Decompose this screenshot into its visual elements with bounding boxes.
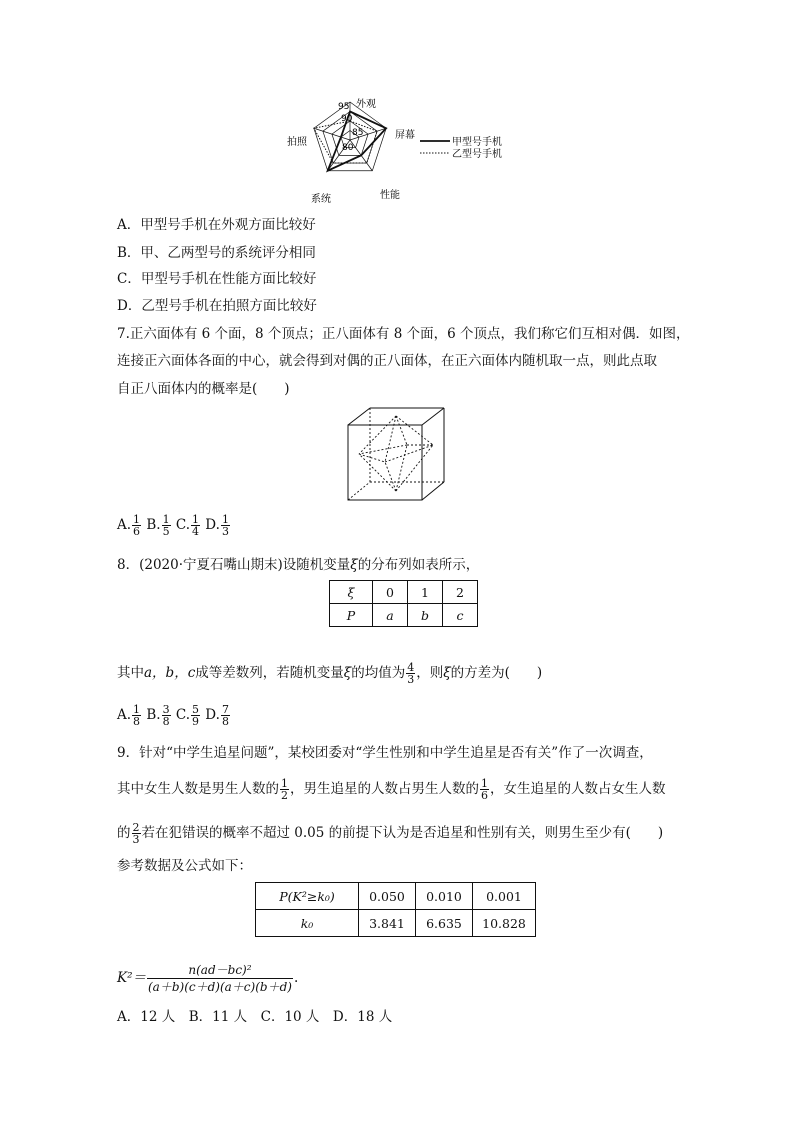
- radar-axis-label-performance: 性能: [380, 190, 400, 201]
- q7-option-d-label: D.: [205, 517, 220, 533]
- q8-stem: 8．(2020·宁夏石嘴山期末)设随机变量ξ的分布列如表所示，: [117, 557, 480, 573]
- radar-series-a-polygon: [328, 112, 386, 171]
- q7-line-2: 连接正六面体各面的中心，就会得到对偶的正八面体，在正六面体内随机取一点，则此点取: [117, 353, 657, 369]
- q7-line-3: 自正八面体内的概率是( ): [117, 381, 290, 397]
- radar-chart: [280, 92, 520, 204]
- table-row: k₀ 3.841 6.635 10.828: [256, 910, 536, 937]
- q6-option-b: B．甲、乙两型号的系统评分相同: [117, 245, 316, 261]
- q6-option-a: A．甲型号手机在外观方面比较好: [117, 217, 316, 233]
- table-row: P a b c: [330, 604, 478, 627]
- q9-line-1: 9．针对“中学生追星问题”，某校团委对“学生性别和中学生追星是否有关”作了一次调查，: [117, 745, 653, 761]
- table-row: ξ 0 1 2: [330, 581, 478, 604]
- q9-formula: K²＝ $\frac{\text{n(ad－bc)²}}{(a+b)(c+d)(a+c)(b+d)}$ .: [117, 963, 299, 994]
- q8-options: A. $\frac{1}{8}$ B. $\frac{3}{8}$ C. $\frac{5}{9}$ D. $\frac{7}{8}$: [117, 703, 229, 728]
- q7-option-b-fraction: $\frac{1}{5}$: [162, 513, 170, 538]
- legend-label-a: 甲型号手机: [452, 137, 502, 148]
- q9-line-2: 其中女生人数是男生人数的 $\frac{1}{2}$ ，男生追星的人数占男生人数的 $\frac{1}{6}$ ，女生追星的人数占女生人数: [117, 777, 666, 802]
- q8-mean-fraction: $\frac{4}{3}$: [407, 661, 415, 686]
- q7-option-a-fraction: $\frac{1}{6}$: [133, 513, 141, 538]
- q6-option-d: D．乙型号手机在拍照方面比较好: [117, 298, 317, 314]
- q7-option-a-label: A.: [117, 517, 132, 533]
- q9-line-3: 的 $\frac{2}{3}$ 若在犯错误的概率不超过 0.05 的前提下认为是否追星和性别有关，则男生至少有( ): [117, 821, 664, 846]
- q7-option-d-fraction: $\frac{1}{3}$: [221, 513, 229, 538]
- table-row: P(K²≥k₀) 0.050 0.010 0.001: [256, 883, 536, 910]
- radar-tick-85: 85: [352, 128, 364, 138]
- radar-tick-80: 80: [342, 143, 354, 153]
- q8-distribution-table: [329, 580, 478, 627]
- q7-option-c-fraction: $\frac{1}{4}$: [192, 513, 199, 538]
- q7-line-1: 7.正六面体有 6 个面，8 个顶点；正八面体有 8 个面，6 个顶点，我们称它们互相对偶．如图，: [117, 326, 690, 342]
- cube-octahedron-figure: [345, 405, 449, 503]
- radar-tick-90: 90: [341, 114, 353, 124]
- q7-options: [117, 514, 231, 537]
- q7-option-c-label: C.: [175, 517, 190, 533]
- q8-line-2: 其中a，b，c成等差数列，若随机变量ξ的均值为 $\frac{4}{3}$ ，则ξ的方差为( ): [117, 661, 543, 686]
- radar-tick-95: 95: [338, 102, 350, 112]
- legend-label-b: 乙型号手机: [452, 149, 502, 160]
- radar-axis-label-screen: 屏幕: [395, 130, 415, 141]
- radar-axis-label-appearance: 外观: [356, 99, 376, 110]
- q7-option-b-label: B.: [146, 517, 161, 533]
- q9-options: A．12 人 B．11 人 C．10 人 D．18 人: [117, 1009, 393, 1025]
- q9-reference-table: [255, 882, 536, 937]
- q9-reference-label: 参考数据及公式如下：: [117, 858, 252, 874]
- q6-option-c: C．甲型号手机在性能方面比较好: [117, 271, 317, 287]
- radar-axis-label-photo: 拍照: [287, 137, 307, 148]
- radar-axis-label-system: 系统: [311, 194, 331, 204]
